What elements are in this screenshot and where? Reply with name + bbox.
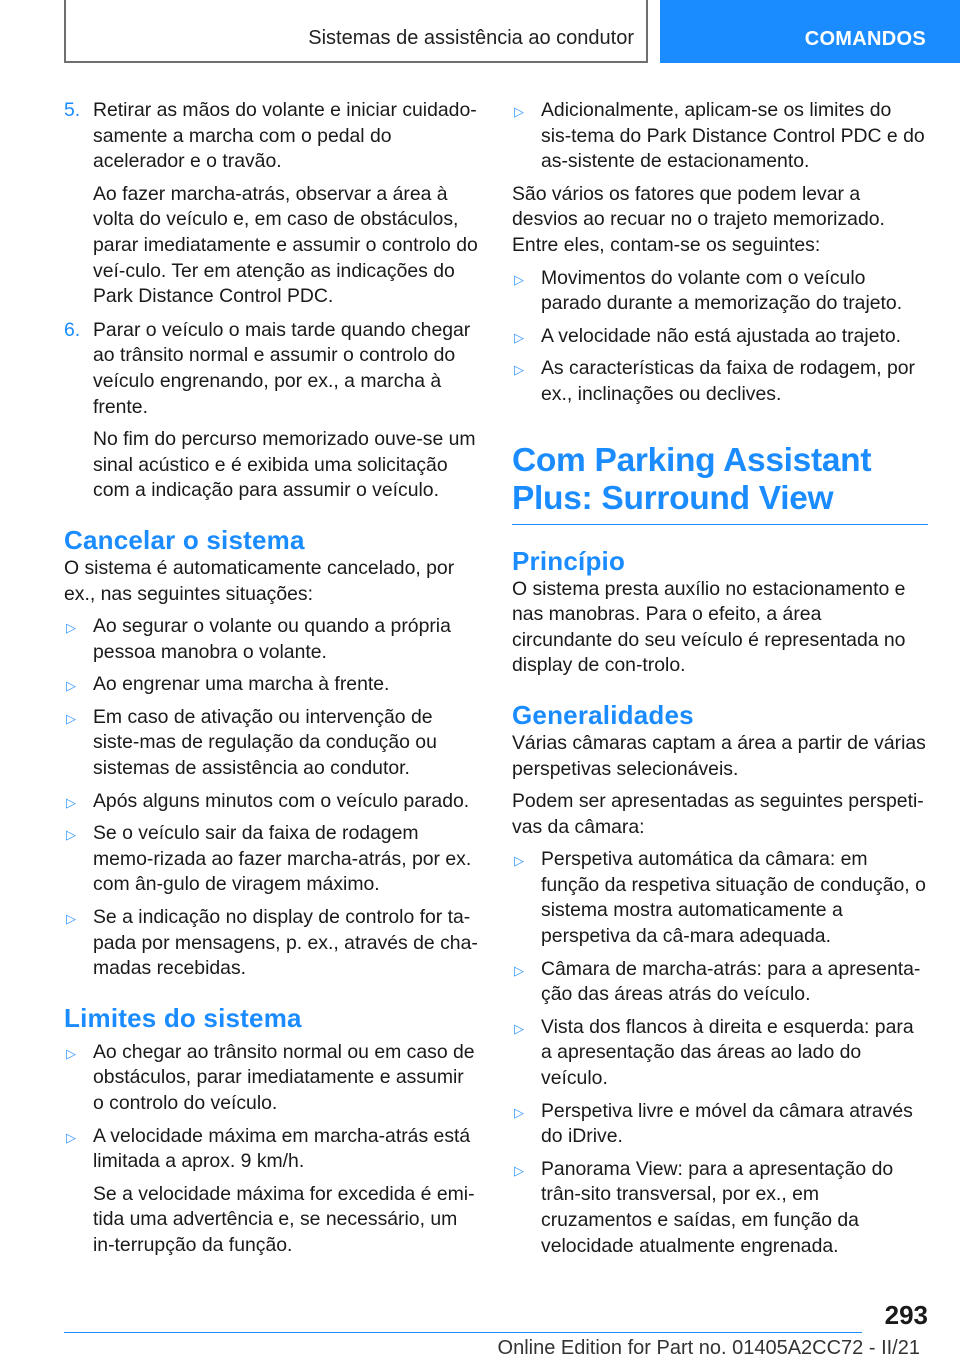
heading-limits: Limites do sistema — [64, 1002, 302, 1033]
triangle-right-icon: ▷ — [514, 962, 524, 978]
list-item-text: Se a indicação no display de controlo for ta-pada por mensagens, p. ex., através de cha-madas recebidas. — [93, 906, 478, 980]
heading-principle: Princípio — [512, 545, 626, 576]
triangle-right-icon: ▷ — [66, 710, 76, 726]
list-item-text: Ao segurar o volante ou quando a própria pessoa manobra o volante. — [93, 615, 451, 663]
list-item-text: Vista dos flancos à direita e esquerda: para a apresentação das áreas ao lado do veículo. — [541, 1015, 914, 1090]
list-item — [512, 266, 926, 317]
list-item — [512, 1157, 926, 1259]
chapter-tab-label: COMANDOS — [804, 28, 926, 50]
triangle-right-icon: ▷ — [66, 827, 76, 843]
list-item-text: Ao chegar ao trânsito normal ou em caso de obstáculos, parar imediatamente e assumir o controlo do veículo. — [93, 1040, 475, 1114]
step-text: Retirar as mãos do volante e iniciar cuidado-samente a marcha com o pedal do acelerador e o travão. — [93, 99, 477, 173]
list-item — [512, 324, 926, 350]
right-column — [512, 98, 926, 1266]
triangle-right-icon: ▷ — [514, 271, 524, 287]
triangle-right-icon: ▷ — [66, 1045, 76, 1061]
list-item — [512, 847, 926, 949]
list-item — [64, 672, 478, 698]
chapter-title: Com Parking Assistant Plus: Surround View — [512, 441, 872, 517]
list-item-text: Câmara de marcha-atrás: para a apresenta-ção das áreas atrás do veículo. — [541, 957, 921, 1006]
general-para: Várias câmaras captam a área a partir de várias perspetivas selecionáveis. — [512, 731, 926, 780]
list-item — [512, 356, 926, 407]
triangle-right-icon: ▷ — [514, 104, 524, 119]
triangle-right-icon: ▷ — [66, 678, 76, 694]
list-item — [64, 821, 478, 898]
list-item-text: A velocidade não está ajustada ao trajeto. — [541, 324, 902, 347]
footer-rule — [64, 1332, 862, 1333]
heading-general: Generalidades — [512, 699, 694, 730]
step-number: 6. — [64, 318, 81, 341]
list-item — [64, 789, 478, 815]
list-item-text: As características da faixa de rodagem, por ex., inclinações ou declives. — [541, 357, 915, 405]
list-item — [512, 98, 926, 175]
cancel-intro: O sistema é automaticamente cancelado, por ex., nas seguintes situações: — [64, 556, 455, 605]
step-text: Parar o veículo o mais tarde quando chegar ao trânsito normal e assumir o controlo do veículo engrenando, por ex., a marcha à frente. — [93, 318, 471, 418]
list-item — [64, 1124, 478, 1259]
triangle-right-icon: ▷ — [66, 1129, 76, 1145]
step-6 — [64, 318, 478, 504]
list-item-text: Em caso de ativação ou intervenção de siste-mas de regulação da condução ou sistemas de assistência ao condutor. — [93, 705, 437, 780]
list-item-text: Ao engrenar uma marcha à frente. — [93, 673, 390, 696]
list-item — [64, 905, 478, 982]
list-item-text: Perspetiva livre e móvel da câmara através do iDrive. — [541, 1099, 913, 1148]
list-item-text: Após alguns minutos com o veículo parado. — [93, 789, 470, 812]
list-item — [64, 705, 478, 782]
triangle-right-icon: ▷ — [514, 853, 524, 869]
list-item — [64, 614, 478, 665]
list-item-text: Panorama View: para a apresentação do trân-sito transversal, por ex., em cruzamentos e saídas, em função da velocidade atualmente engrenada. — [541, 1157, 894, 1257]
list-item-text: Movimentos do volante com o veículo parado durante a memorização do trajeto. — [541, 266, 903, 315]
chapter-tab — [660, 0, 960, 63]
running-header — [64, 0, 648, 63]
triangle-right-icon: ▷ — [66, 911, 76, 927]
step-number: 5. — [64, 99, 81, 121]
triangle-right-icon: ▷ — [514, 329, 524, 345]
list-item — [512, 1099, 926, 1150]
list-item — [512, 957, 926, 1008]
list-item-text: Se o veículo sair da faixa de rodagem memo-rizada ao fazer marcha-atrás, por ex. com ân-gulo de viragem máximo. — [93, 822, 472, 896]
heading-cancel: Cancelar o sistema — [64, 524, 305, 555]
general-para: Podem ser apresentadas as seguintes perspeti-vas da câmara: — [512, 790, 924, 838]
section-title: Sistemas de assistência ao condutor — [308, 27, 634, 49]
deviation-intro: São vários os fatores que podem levar a desvios ao recuar no o trajeto memorizado. Entre eles, contam-se os seguintes: — [512, 182, 885, 256]
left-column — [64, 98, 478, 1266]
triangle-right-icon: ▷ — [66, 794, 76, 810]
edition-text: Online Edition for Part no. 01405A2CC72 - II/21 — [497, 1337, 920, 1359]
triangle-right-icon: ▷ — [66, 620, 76, 636]
chapter-title-rule — [512, 524, 928, 525]
list-item-text: Perspetiva automática da câmara: em função da respetiva situação de condução, o sistema mostra automaticamente a perspetiva da câ-mara adequada. — [541, 848, 926, 948]
list-item — [64, 1040, 478, 1117]
triangle-right-icon: ▷ — [514, 362, 524, 378]
list-item-text: Se a velocidade máxima for excedida é emi-tida uma advertência e, se necessário, um in-terrupção da função. — [93, 1182, 475, 1256]
step-text: No fim do percurso memorizado ouve-se um sinal acústico e é exibida uma solicitação com a indicação para assumir o veículo. — [93, 428, 476, 502]
list-item-text: Adicionalmente, aplicam-se os limites do sis-tema do Park Distance Control PDC e do as-sistente de estacionamento. — [541, 99, 925, 173]
principle-text: O sistema presta auxílio no estacionamento e nas manobras. Para o efeito, a área circundante do seu veículo é representada no display de con-trolo. — [512, 577, 906, 677]
triangle-right-icon: ▷ — [514, 1162, 524, 1178]
page-number: 293 — [884, 1300, 928, 1330]
list-item-text: A velocidade máxima em marcha-atrás está limitada a aprox. 9 km/h. — [93, 1124, 471, 1173]
triangle-right-icon: ▷ — [514, 1020, 524, 1036]
list-item — [512, 1015, 926, 1092]
step-5 — [64, 98, 478, 310]
triangle-right-icon: ▷ — [514, 1104, 524, 1120]
step-text: Ao fazer marcha-atrás, observar a área à volta do veículo e, em caso de obstáculos, parar imediatamente e assumir o controlo do veí-culo. Ter em atenção as indicações do Park Distance Control PDC. — [93, 182, 478, 308]
